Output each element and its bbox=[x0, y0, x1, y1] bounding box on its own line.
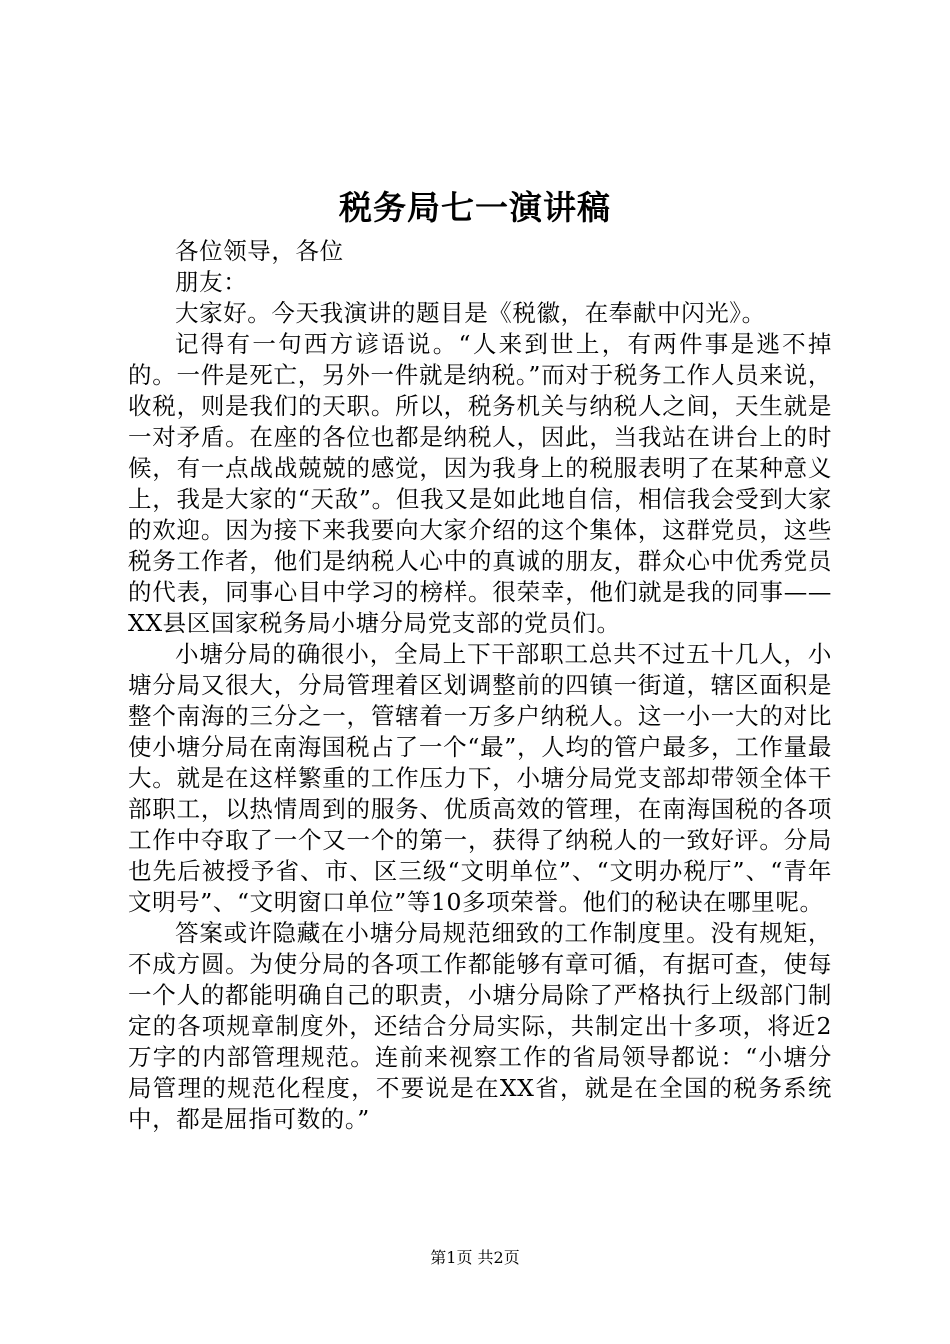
paragraph-opening: 大家好。今天我演讲的题目是《税徽，在奉献中闪光》。 bbox=[175, 299, 766, 327]
paragraph-management-rules: 答案或许隐藏在小塘分局规范细致的工作制度里。没有规矩，不成方圆。为使分局的各项工作都能够有章可循，有据可查，使每一个人的都能明确自己的职责，小塘分局除了严格执行上级部门制定的各项规章制度外，还结合分局实际，共制定出十多项，将近2万字的内部管理规范。连前来视察工作的省局领导都说：“小塘分局管理的规范化程度，不要说是在XX省，就是在全国的税务系统中，都是屈指可数的。” bbox=[128, 919, 832, 1133]
paragraph-branch-intro: 小塘分局的确很小，全局上下干部职工总共不过五十几人，小塘分局又很大，分局管理着区划调整前的四镇一街道，辖区面积是整个南海的三分之一，管辖着一万多户纳税人。这一小一大的对比使小塘分局在南海国税占了一个“最”，人均的管户最多，工作量最大。就是在这样繁重的工作压力下，小塘分局党支部却带领全体干部职工，以热情周到的服务、优质高效的管理，在南海国税的各项工作中夺取了一个又一个的第一，获得了纳税人的一致好评。分局也先后被授予省、市、区三级“文明单位”、“文明办税厅”、“青年文明号”、“文明窗口单位”等10多项荣誉。他们的秘诀在哪里呢。 bbox=[128, 640, 832, 916]
paragraph-greeting-2: 朋友： bbox=[175, 268, 248, 296]
page-footer: 第1页 共2页 bbox=[430, 1248, 520, 1267]
document-title: 税务局七一演讲稿 bbox=[339, 188, 611, 227]
document-body bbox=[128, 236, 832, 1135]
paragraph-proverb: 记得有一句西方谚语说。“人来到世上，有两件事是逃不掉的。一件是死亡，另外一件就是纳税。”而对于税务工作人员来说，收税，则是我们的天职。所以，税务机关与纳税人之间，天生就是一对矛盾。在座的各位也都是纳税人，因此，当我站在讲台上的时候，有一点战战兢兢的感觉，因为我身上的税服表明了在某种意义上，我是大家的“天敌”。但我又是如此地自信，相信我会受到大家的欢迎。因为接下来我要向大家介绍的这个集体，这群党员，这些税务工作者，他们是纳税人心中的真诚的朋友，群众心中优秀党员的代表，同事心目中学习的榜样。很荣幸，他们就是我的同事——XX县区国家税务局小塘分局党支部的党员们。 bbox=[128, 330, 832, 637]
paragraph-greeting-1: 各位领导，各位 bbox=[175, 237, 344, 265]
